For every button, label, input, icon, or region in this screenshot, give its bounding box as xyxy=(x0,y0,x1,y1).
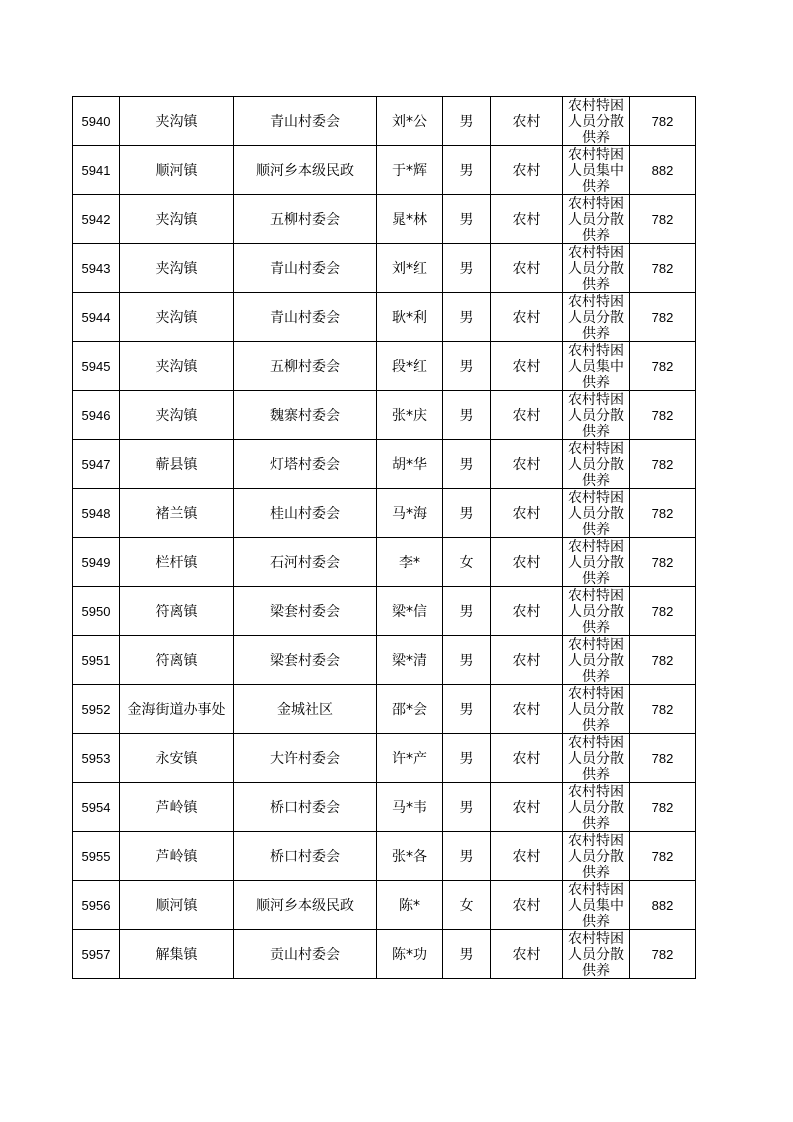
cell-amount: 782 xyxy=(630,930,696,979)
cell-gender: 男 xyxy=(443,587,491,636)
table-row xyxy=(73,195,696,244)
cell-area: 农村 xyxy=(491,293,563,342)
cell-town: 栏杆镇 xyxy=(120,538,234,587)
cell-id: 5948 xyxy=(73,489,120,538)
cell-town: 芦岭镇 xyxy=(120,783,234,832)
cell-area: 农村 xyxy=(491,391,563,440)
cell-name: 耿*利 xyxy=(377,293,443,342)
table-row xyxy=(73,538,696,587)
cell-unit: 贡山村委会 xyxy=(234,930,377,979)
cell-id: 5943 xyxy=(73,244,120,293)
cell-area: 农村 xyxy=(491,97,563,146)
cell-type xyxy=(563,391,630,440)
cell-gender: 男 xyxy=(443,195,491,244)
cell-name: 梁*信 xyxy=(377,587,443,636)
records-table xyxy=(72,96,696,979)
cell-town: 夹沟镇 xyxy=(120,244,234,293)
cell-type-text: 农村特困人员集中供养 xyxy=(568,343,624,390)
cell-unit: 桥口村委会 xyxy=(234,832,377,881)
cell-id: 5944 xyxy=(73,293,120,342)
cell-gender: 男 xyxy=(443,342,491,391)
cell-type-text: 农村特困人员分散供养 xyxy=(568,931,624,978)
cell-name: 张*各 xyxy=(377,832,443,881)
cell-name: 李* xyxy=(377,538,443,587)
table-row xyxy=(73,930,696,979)
cell-town: 夹沟镇 xyxy=(120,293,234,342)
cell-area: 农村 xyxy=(491,930,563,979)
cell-area: 农村 xyxy=(491,538,563,587)
cell-id: 5946 xyxy=(73,391,120,440)
table-row xyxy=(73,391,696,440)
cell-type-text: 农村特困人员分散供养 xyxy=(568,735,624,782)
cell-type xyxy=(563,244,630,293)
cell-gender: 男 xyxy=(443,930,491,979)
cell-name: 梁*清 xyxy=(377,636,443,685)
cell-gender: 男 xyxy=(443,832,491,881)
cell-type xyxy=(563,930,630,979)
cell-type-text: 农村特困人员分散供养 xyxy=(568,490,624,537)
cell-type xyxy=(563,881,630,930)
table-row xyxy=(73,636,696,685)
table-row xyxy=(73,293,696,342)
cell-name: 陈* xyxy=(377,881,443,930)
cell-town: 顺河镇 xyxy=(120,881,234,930)
cell-id: 5950 xyxy=(73,587,120,636)
cell-town: 金海街道办事处 xyxy=(120,685,234,734)
cell-type xyxy=(563,685,630,734)
cell-name: 马*韦 xyxy=(377,783,443,832)
cell-id: 5941 xyxy=(73,146,120,195)
table-row xyxy=(73,783,696,832)
cell-gender: 男 xyxy=(443,783,491,832)
cell-area: 农村 xyxy=(491,195,563,244)
cell-type-text: 农村特困人员分散供养 xyxy=(568,245,624,292)
cell-town: 芦岭镇 xyxy=(120,832,234,881)
cell-type-text: 农村特困人员分散供养 xyxy=(568,294,624,341)
cell-amount: 882 xyxy=(630,146,696,195)
cell-area: 农村 xyxy=(491,342,563,391)
cell-area: 农村 xyxy=(491,734,563,783)
cell-amount: 782 xyxy=(630,97,696,146)
cell-id: 5954 xyxy=(73,783,120,832)
cell-town: 解集镇 xyxy=(120,930,234,979)
cell-amount: 782 xyxy=(630,832,696,881)
cell-town: 永安镇 xyxy=(120,734,234,783)
cell-amount: 782 xyxy=(630,244,696,293)
cell-type-text: 农村特困人员集中供养 xyxy=(568,882,624,929)
cell-name: 刘*红 xyxy=(377,244,443,293)
cell-type-text: 农村特困人员分散供养 xyxy=(568,784,624,831)
cell-type-text: 农村特困人员分散供养 xyxy=(568,441,624,488)
cell-id: 5947 xyxy=(73,440,120,489)
cell-type xyxy=(563,342,630,391)
table-body xyxy=(73,97,696,979)
cell-gender: 男 xyxy=(443,97,491,146)
cell-name: 段*红 xyxy=(377,342,443,391)
table-row xyxy=(73,587,696,636)
table-row xyxy=(73,97,696,146)
cell-type xyxy=(563,146,630,195)
cell-area: 农村 xyxy=(491,146,563,195)
cell-town: 顺河镇 xyxy=(120,146,234,195)
cell-gender: 男 xyxy=(443,146,491,195)
cell-town: 夹沟镇 xyxy=(120,391,234,440)
cell-amount: 782 xyxy=(630,538,696,587)
cell-area: 农村 xyxy=(491,783,563,832)
cell-name: 许*产 xyxy=(377,734,443,783)
cell-unit: 梁套村委会 xyxy=(234,636,377,685)
cell-unit: 五柳村委会 xyxy=(234,195,377,244)
table-row xyxy=(73,440,696,489)
cell-id: 5956 xyxy=(73,881,120,930)
cell-unit: 青山村委会 xyxy=(234,293,377,342)
cell-amount: 782 xyxy=(630,734,696,783)
cell-type xyxy=(563,734,630,783)
cell-amount: 782 xyxy=(630,293,696,342)
cell-type xyxy=(563,293,630,342)
cell-area: 农村 xyxy=(491,881,563,930)
table-row xyxy=(73,832,696,881)
cell-name: 邵*会 xyxy=(377,685,443,734)
cell-id: 5951 xyxy=(73,636,120,685)
table-row xyxy=(73,244,696,293)
table-row xyxy=(73,685,696,734)
cell-amount: 782 xyxy=(630,685,696,734)
cell-gender: 男 xyxy=(443,293,491,342)
cell-town: 褚兰镇 xyxy=(120,489,234,538)
cell-amount: 782 xyxy=(630,440,696,489)
cell-type xyxy=(563,195,630,244)
cell-id: 5953 xyxy=(73,734,120,783)
cell-name: 胡*华 xyxy=(377,440,443,489)
cell-id: 5957 xyxy=(73,930,120,979)
cell-town: 夹沟镇 xyxy=(120,97,234,146)
cell-unit: 大许村委会 xyxy=(234,734,377,783)
cell-area: 农村 xyxy=(491,636,563,685)
cell-name: 张*庆 xyxy=(377,391,443,440)
cell-amount: 782 xyxy=(630,195,696,244)
cell-type xyxy=(563,587,630,636)
cell-id: 5945 xyxy=(73,342,120,391)
cell-amount: 882 xyxy=(630,881,696,930)
cell-unit: 桂山村委会 xyxy=(234,489,377,538)
cell-unit: 魏寨村委会 xyxy=(234,391,377,440)
cell-type xyxy=(563,832,630,881)
cell-type-text: 农村特困人员分散供养 xyxy=(568,588,624,635)
cell-unit: 青山村委会 xyxy=(234,97,377,146)
cell-type-text: 农村特困人员集中供养 xyxy=(568,147,624,194)
cell-gender: 男 xyxy=(443,489,491,538)
cell-id: 5952 xyxy=(73,685,120,734)
cell-name: 刘*公 xyxy=(377,97,443,146)
table-row xyxy=(73,734,696,783)
cell-area: 农村 xyxy=(491,685,563,734)
cell-gender: 女 xyxy=(443,538,491,587)
cell-amount: 782 xyxy=(630,587,696,636)
cell-town: 蕲县镇 xyxy=(120,440,234,489)
cell-area: 农村 xyxy=(491,587,563,636)
table-row xyxy=(73,146,696,195)
cell-type-text: 农村特困人员分散供养 xyxy=(568,686,624,733)
cell-id: 5955 xyxy=(73,832,120,881)
cell-id: 5942 xyxy=(73,195,120,244)
cell-type-text: 农村特困人员分散供养 xyxy=(568,637,624,684)
cell-town: 夹沟镇 xyxy=(120,195,234,244)
cell-id: 5940 xyxy=(73,97,120,146)
cell-area: 农村 xyxy=(491,440,563,489)
cell-gender: 男 xyxy=(443,734,491,783)
cell-type-text: 农村特困人员分散供养 xyxy=(568,98,624,145)
table-row xyxy=(73,342,696,391)
cell-unit: 顺河乡本级民政 xyxy=(234,881,377,930)
cell-town: 夹沟镇 xyxy=(120,342,234,391)
cell-unit: 梁套村委会 xyxy=(234,587,377,636)
cell-gender: 男 xyxy=(443,685,491,734)
table-row xyxy=(73,881,696,930)
cell-type-text: 农村特困人员分散供养 xyxy=(568,539,624,586)
cell-gender: 男 xyxy=(443,244,491,293)
cell-name: 于*辉 xyxy=(377,146,443,195)
cell-unit: 顺河乡本级民政 xyxy=(234,146,377,195)
cell-town: 符离镇 xyxy=(120,587,234,636)
cell-name: 晁*林 xyxy=(377,195,443,244)
cell-unit: 桥口村委会 xyxy=(234,783,377,832)
cell-amount: 782 xyxy=(630,342,696,391)
cell-unit: 石河村委会 xyxy=(234,538,377,587)
cell-amount: 782 xyxy=(630,391,696,440)
cell-type-text: 农村特困人员分散供养 xyxy=(568,833,624,880)
cell-gender: 女 xyxy=(443,881,491,930)
cell-type xyxy=(563,440,630,489)
cell-town: 符离镇 xyxy=(120,636,234,685)
cell-gender: 男 xyxy=(443,636,491,685)
cell-unit: 金城社区 xyxy=(234,685,377,734)
cell-amount: 782 xyxy=(630,489,696,538)
cell-gender: 男 xyxy=(443,440,491,489)
cell-unit: 青山村委会 xyxy=(234,244,377,293)
cell-unit: 五柳村委会 xyxy=(234,342,377,391)
cell-type xyxy=(563,636,630,685)
cell-area: 农村 xyxy=(491,832,563,881)
cell-type xyxy=(563,489,630,538)
table-row xyxy=(73,489,696,538)
cell-name: 陈*功 xyxy=(377,930,443,979)
cell-type-text: 农村特困人员分散供养 xyxy=(568,392,624,439)
cell-type xyxy=(563,783,630,832)
cell-amount: 782 xyxy=(630,783,696,832)
cell-type xyxy=(563,538,630,587)
cell-unit: 灯塔村委会 xyxy=(234,440,377,489)
cell-amount: 782 xyxy=(630,636,696,685)
cell-type-text: 农村特困人员分散供养 xyxy=(568,196,624,243)
cell-type xyxy=(563,97,630,146)
cell-name: 马*海 xyxy=(377,489,443,538)
cell-gender: 男 xyxy=(443,391,491,440)
cell-area: 农村 xyxy=(491,244,563,293)
cell-area: 农村 xyxy=(491,489,563,538)
cell-id: 5949 xyxy=(73,538,120,587)
